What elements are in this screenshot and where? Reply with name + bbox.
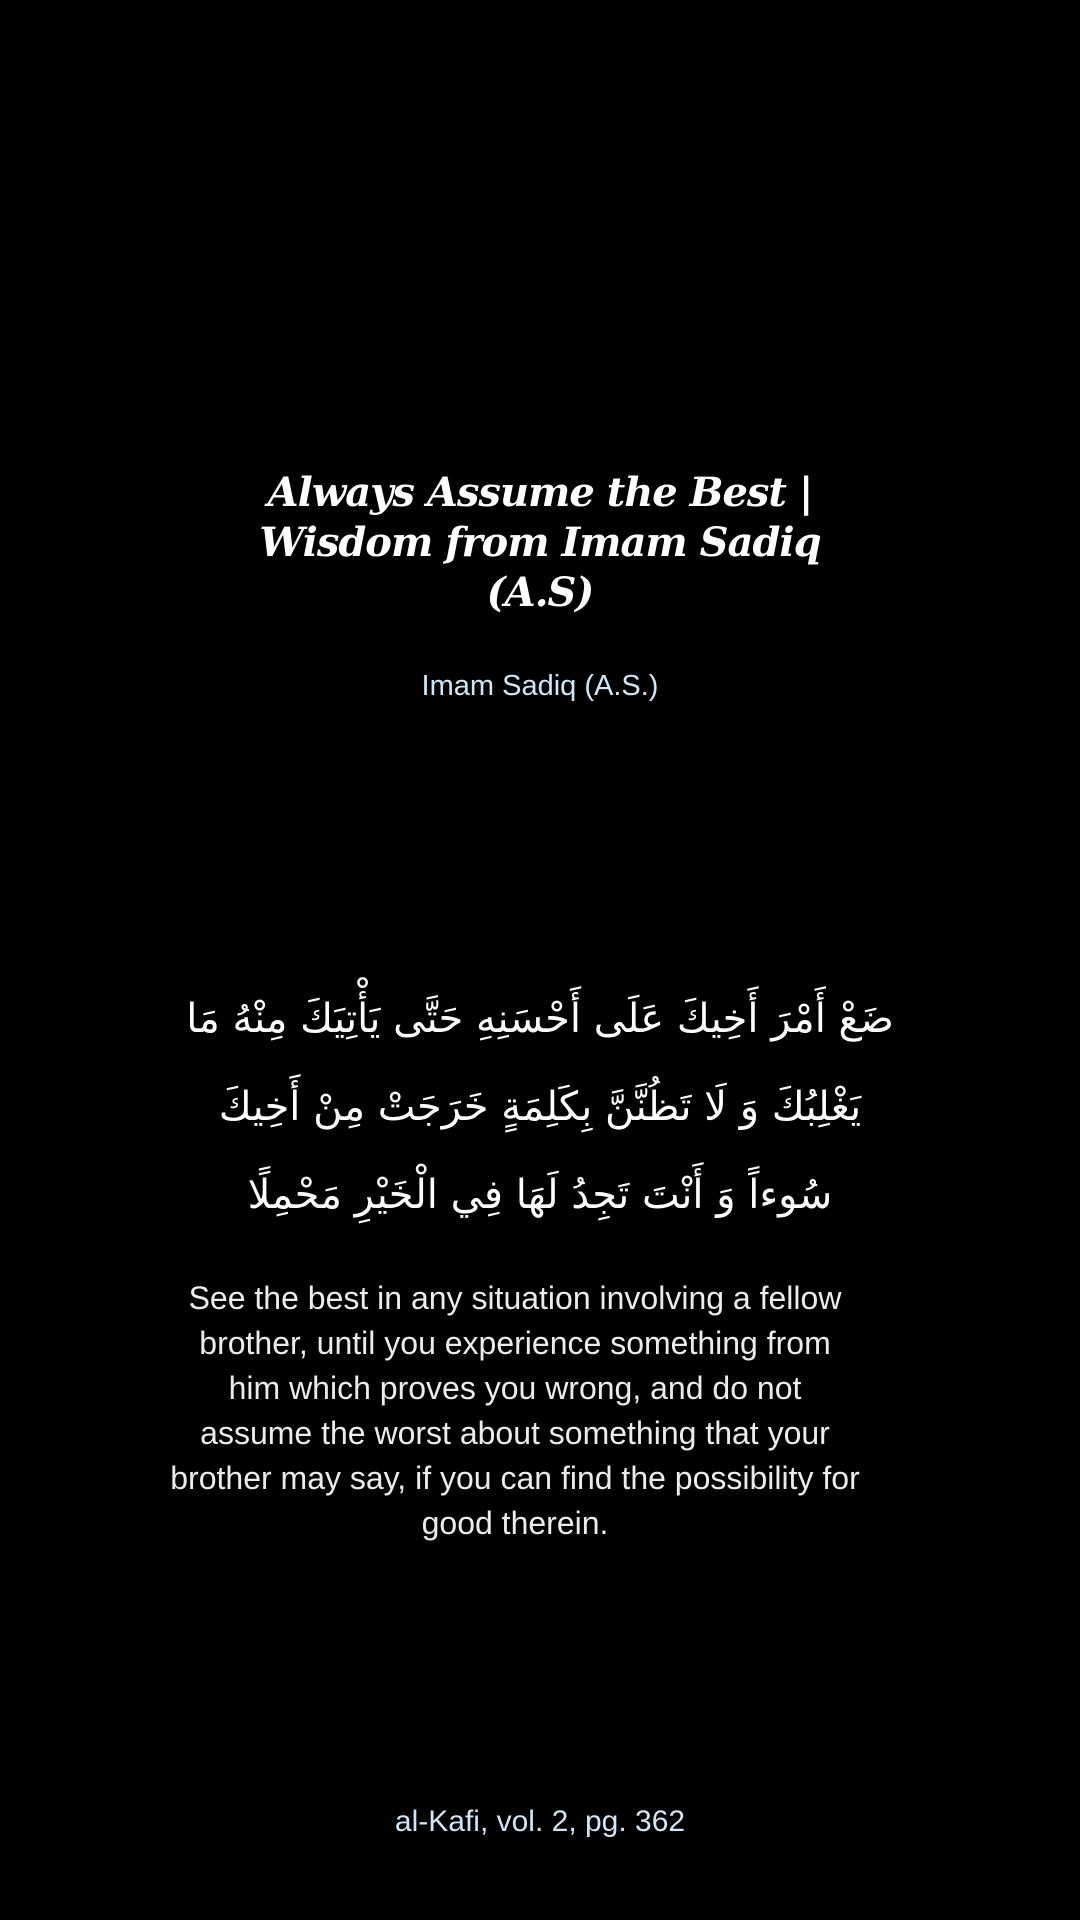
source-citation: al-Kafi, vol. 2, pg. 362 <box>394 1805 686 1838</box>
author-name: Imam Sadiq (A.S.) <box>421 670 659 702</box>
post-title: Always Assume the Best | Wisdom from Imam Sadiq (A.S) <box>259 469 821 616</box>
arabic-quote: ضَعْ أَمْرَ أَخِيكَ عَلَى أَحْسَنِهِ حَتَّى يَأْتِيَكَ مِنْهُ مَا يَغْلِبُكَ وَ لَا تَظُنَّنَّ بِكَلِمَةٍ خَرَجَتْ مِنْ أَخِيكَ سُوءاً وَ أَنْتَ تَجِدُ لَهَا فِي الْخَيْرِ مَحْمِلًا <box>186 996 894 1218</box>
translation-text: See the best in any situation involving a fellow brother, until you experience something from him which proves you wrong, and do not assume the worst about something that your brother may say, if you can find the possibility for good therein. <box>170 1280 860 1541</box>
